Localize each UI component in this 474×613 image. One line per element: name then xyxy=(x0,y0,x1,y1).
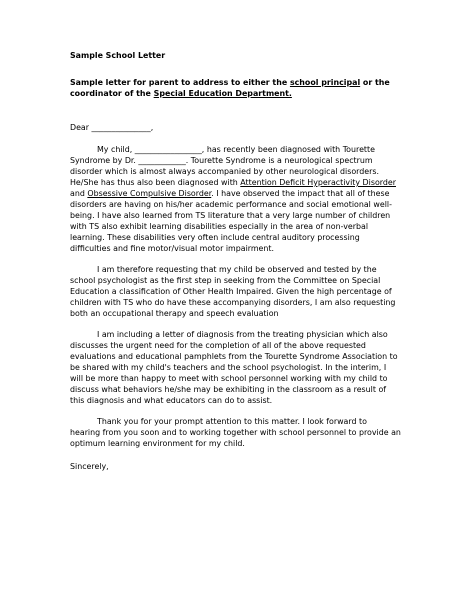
intro-line-2 xyxy=(70,88,410,99)
adhd-link[interactable]: Attention Deficit Hyperactivity Disorder xyxy=(240,178,396,187)
paragraph-line xyxy=(70,188,410,199)
paragraph-line xyxy=(70,177,410,188)
intro-text-3: coordinator of the xyxy=(70,89,154,98)
intro-text-2: or the xyxy=(360,78,390,87)
paragraph-text: He/She has thus also been diagnosed with xyxy=(70,178,241,187)
paragraph-line: be shared with my child's teachers and the school psychologist. In the interim, I xyxy=(70,363,387,372)
paragraph-line: being. I have also learned from TS literature that a very large number of children xyxy=(70,211,391,220)
salutation: Dear _______________, xyxy=(70,123,154,132)
paragraph-4 xyxy=(70,416,410,449)
paragraph-line: Syndrome by Dr. ____________. Tourette Syndrome is a neurological spectrum xyxy=(70,156,373,165)
paragraph-line: evaluations and educational pamphlets from the Tourette Syndrome Association to xyxy=(70,352,398,361)
paragraph-line: disorders are having on his/her academic performance and social emotional well- xyxy=(70,200,392,209)
paragraph-1 xyxy=(70,144,410,254)
paragraph-line: learning. These disabilities very often include central auditory processing xyxy=(70,233,360,242)
paragraph-line: children with TS who do have these accompanying disorders, I am also requesting xyxy=(70,298,396,307)
closing: Sincerely, xyxy=(70,462,109,471)
paragraph-text: and xyxy=(70,189,88,198)
paragraph-line: this diagnosis and what educators can do to assist. xyxy=(70,396,273,405)
paragraph-line: disorder which is almost always accompanied by other neurological disorders. xyxy=(70,167,379,176)
paragraph-line: Thank you for your prompt attention to this matter. I look forward to xyxy=(97,417,367,426)
paragraph-line: both an occupational therapy and speech evaluation xyxy=(70,309,279,318)
paragraph-line: will be more than happy to meet with school personnel working with my child to xyxy=(70,374,388,383)
school-principal-link[interactable]: school principal xyxy=(289,78,361,87)
paragraph-line: Education a classification of Other Health Impaired. Given the high percentage of xyxy=(70,287,392,296)
special-education-link[interactable]: Special Education Department. xyxy=(153,89,292,98)
paragraph-line: My child, _________________, has recently been diagnosed with Tourette xyxy=(97,145,375,154)
intro-text-1: Sample letter for parent to address to either the xyxy=(70,78,290,87)
paragraph-line: school psychologist as the first step in seeking from the Committee on Special xyxy=(70,276,381,285)
letter-title: Sample School Letter xyxy=(70,51,166,60)
paragraph-2 xyxy=(70,264,410,319)
paragraph-3 xyxy=(70,329,410,406)
paragraph-line: I am therefore requesting that my child be observed and tested by the xyxy=(97,265,377,274)
paragraph-line: optimum learning environment for my child. xyxy=(70,439,245,448)
paragraph-line: hearing from you soon and to working together with school personnel to provide an xyxy=(70,428,401,437)
paragraph-line: difficulties and fine motor/visual motor impairment. xyxy=(70,244,275,253)
paragraph-line: discusses the urgent need for the completion of all of the above requested xyxy=(70,341,366,350)
intro-line-1 xyxy=(70,77,410,88)
paragraph-text: . I have observed the impact that all of these xyxy=(211,189,390,198)
paragraph-line: I am including a letter of diagnosis from the treating physician which also xyxy=(97,330,388,339)
paragraph-line: with TS also exhibit learning disabilities especially in the area of non-verbal xyxy=(70,222,369,231)
letter-intro xyxy=(70,77,410,99)
letter-page xyxy=(70,50,410,472)
paragraph-line: discuss what behaviors he/she may be exhibiting in the classroom as a result of xyxy=(70,385,387,394)
ocd-link[interactable]: Obsessive Compulsive Disorder xyxy=(87,189,212,198)
